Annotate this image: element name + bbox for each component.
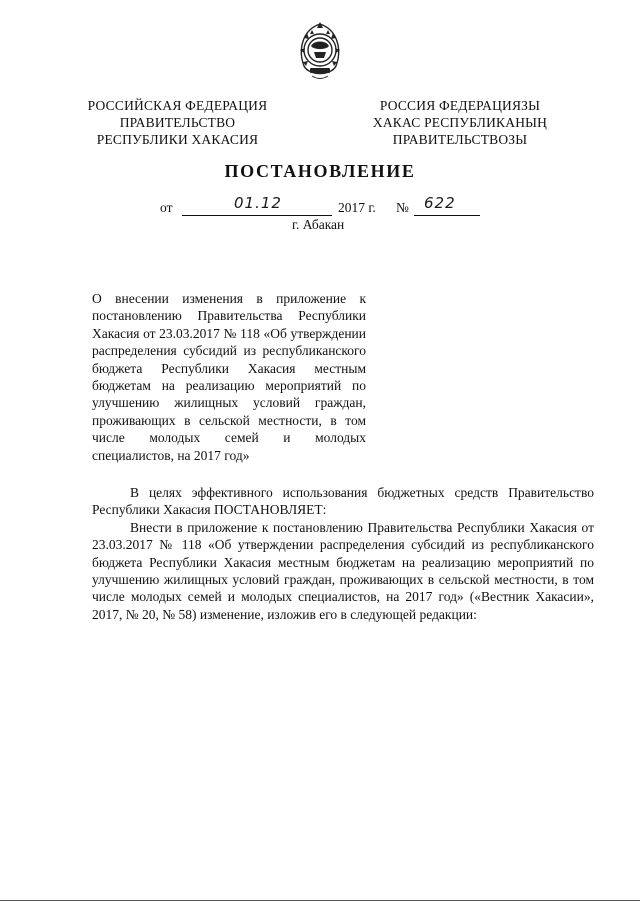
number-underline — [414, 215, 480, 216]
body-paragraph-2: Внести в приложение к постановлению Правительства Республики Хакасия от 23.03.2017 № 118 «Об утверждении распределения субсидий из республиканского бюджета Республики Хакасия местным бюджетам на реализацию мероприятий по улучшению жилищных условий граждан, проживающих в сельской местности, в том числе молодых семей и молодых специалистов, на 2017 год» («Вестник Хакасии», 2017, № 20, № 58) изменение, изложив его в следующей редакции: — [92, 519, 594, 622]
date-underline — [182, 215, 332, 216]
document-title: ПОСТАНОВЛЕНИЕ — [224, 161, 416, 181]
number-label: № — [396, 200, 409, 215]
city-label: г. Абакан — [292, 217, 345, 232]
coat-of-arms-icon — [290, 20, 350, 82]
header-right-line-2: ХАКАС РЕСПУБЛИКАНЫҢ — [372, 115, 548, 130]
header-right-line-3: ПРАВИТЕЛЬСТВОЗЫ — [392, 132, 528, 147]
document-subject: О внесении изменения в приложение к постановлению Правительства Республики Хакасия от 23.03.2017 № 118 «Об утверждении распределения субсидий из республиканского бюджета Республики Хакасия местным бюджетам на реализацию мероприятий по улучшению жилищных условий граждан, проживающих в сельской местности, в том числе молодых семей и молодых специалистов, на 2017 год» — [92, 291, 366, 463]
handwritten-number: 622 — [424, 194, 456, 212]
page-bottom-edge — [0, 900, 640, 901]
header-left — [80, 97, 275, 148]
header-left-line-1: РОССИЙСКАЯ ФЕДЕРАЦИЯ — [87, 98, 268, 113]
header-left-line-3: РЕСПУБЛИКИ ХАКАСИЯ — [96, 132, 259, 147]
handwritten-date: 01.12 — [234, 194, 282, 212]
date-prefix: от — [160, 200, 173, 215]
header-right — [360, 97, 560, 148]
header-right-line-1: РОССИЯ ФЕДЕРАЦИЯЗЫ — [379, 98, 541, 113]
document-body — [92, 484, 594, 623]
year-label: 2017 г. — [338, 200, 376, 215]
body-paragraph-1: В целях эффективного использования бюджетных средств Правительство Республики Хакасия ПОСТАНОВЛЯЕТ: — [92, 485, 594, 518]
header-left-line-2: ПРАВИТЕЛЬСТВО — [119, 115, 236, 130]
